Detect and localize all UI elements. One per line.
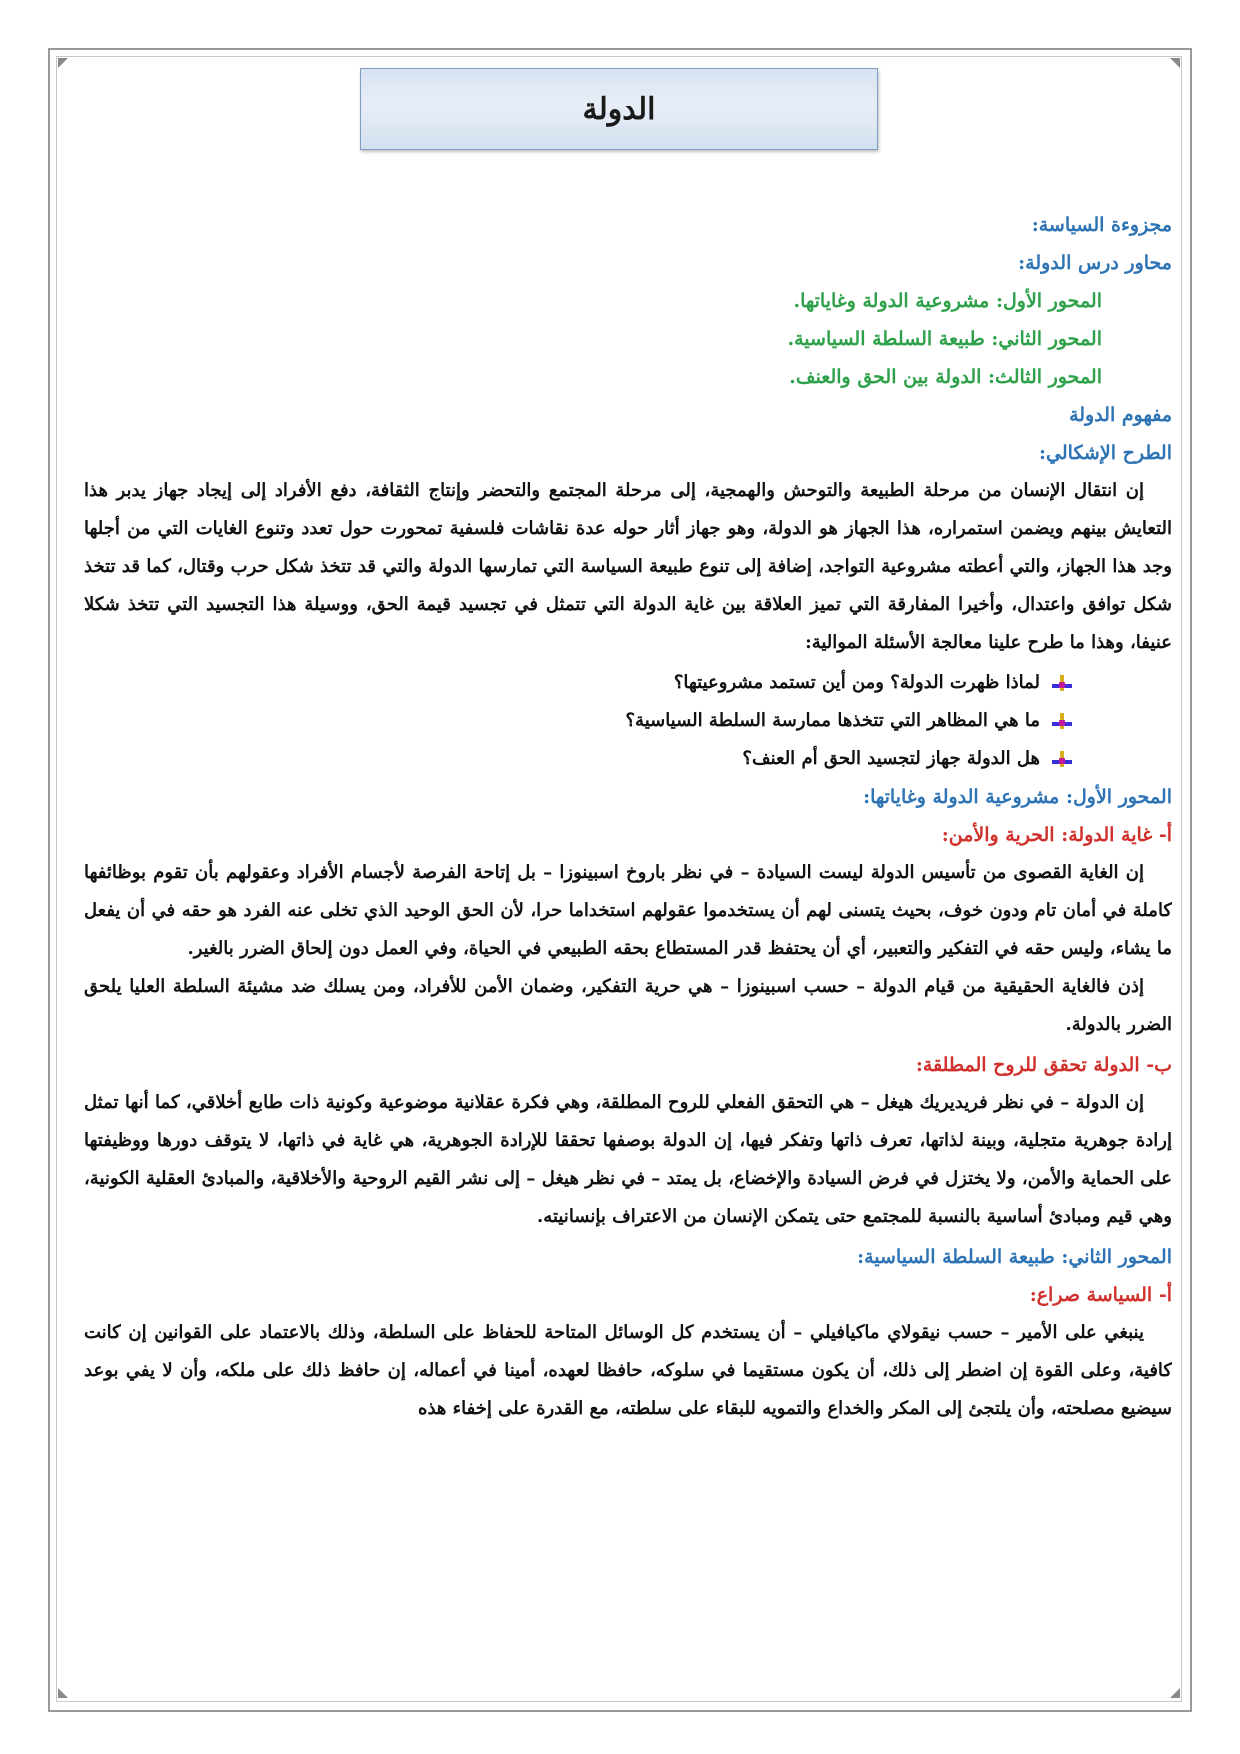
page-title: الدولة [582, 91, 656, 127]
module-heading: مجزوءة السياسة: [1031, 214, 1172, 236]
axis1-a-paragraph-2: إذن فالغاية الحقيقية من قيام الدولة – حسب اسبينوزا – هي حرية التفكير، وضمان الأمن للأفراد، ومن يسلك ضد مشيئة السلطة العليا يلحق الضرر بالدولة. [84, 976, 1172, 1035]
question-text: هل الدولة جهاز لتجسيد الحق أم العنف؟ [742, 748, 1040, 769]
axis1-b-heading: ب- الدولة تحقق للروح المطلقة: [915, 1054, 1172, 1076]
axis1-a-heading: أ- غاية الدولة: الحرية والأمن: [941, 824, 1172, 846]
title-box [360, 68, 878, 150]
plus-bullet-icon [1052, 751, 1072, 767]
corner-ornament [58, 58, 68, 68]
plus-bullet-icon [1052, 675, 1072, 691]
plus-bullet-icon [1052, 713, 1072, 729]
problem-paragraph: إن انتقال الإنسان من مرحلة الطبيعة والتوحش والهمجية، إلى مرحلة المجتمع والتحضر وإنتاج الثقافة، دفع الأفراد إلى إيجاد جهاز يدبر هذا التعايش بينهم ويضمن استمراره، هذا الجهاز هو الدولة، وهو جهاز أثار حوله عدة نقاشات فلسفية تمحورت حول تعدد وتنوع الغايات التي من أجلها وجد هذا الجهاز، والتي أعطته مشروعية التواجد، إضافة إلى تنوع طبيعة السياسة التي تمارسها الدولة والتي قد تتخذ شكل حرب وقتال، كما قد تتخذ شكل توافق واعتدال، وأخيرا المفارقة التي تميز العلاقة بين غاية الدولة التي تتمثل في تجسيد قيمة الحق، ووسيلة هذا التجسيد التي تتخذ شكلا عنيفا، وهذا ما طرح علينا معالجة الأسئلة الموالية: [84, 480, 1172, 653]
corner-ornament [1170, 58, 1180, 68]
problem-heading: الطرح الإشكالي: [1039, 442, 1172, 464]
question-item [84, 664, 1172, 702]
axis-item: المحور الثاني: طبيعة السلطة السياسية. [787, 328, 1102, 350]
corner-ornament [58, 1688, 68, 1698]
axis1-a-paragraph-1: إن الغاية القصوى من تأسيس الدولة ليست السيادة – في نظر باروخ اسبينوزا – بل إتاحة الفرصة لأجسام الأفراد وعقولهم بأن تقوم بوظائفها كاملة في أمان تام ودون خوف، بحيث يتسنى لهم أن يستخدموا عقولهم استخداما حرا، لأن الحق الوحيد الذي تخلى عنه الفرد هو حقه في أن يفعل ما يشاء، وليس حقه في التفكير والتعبير، أي أن يحتفظ قدر المستطاع بحقه الطبيعي في الحياة، وفي العمل دون إلحاق الضرر بالغير. [84, 862, 1172, 959]
question-text: لماذا ظهرت الدولة؟ ومن أين تستمد مشروعيتها؟ [673, 672, 1040, 693]
question-item [84, 702, 1172, 740]
axis-item: المحور الثالث: الدولة بين الحق والعنف. [789, 366, 1102, 388]
axes-heading: محاور درس الدولة: [1018, 252, 1172, 274]
axis2-heading: المحور الثاني: طبيعة السلطة السياسية: [857, 1246, 1172, 1268]
concept-heading: مفهوم الدولة [1069, 404, 1172, 426]
axis1-b-paragraph: إن الدولة – في نظر فريديريك هيغل – هي التحقق الفعلي للروح المطلقة، وهي فكرة عقلانية موضوعية وكونية ذات طابع أخلاقي، كما أنها تمثل إرادة جوهرية متجلية، وبينة لذاتها، تعرف ذاتها وتفكر فيها، إن الدولة بوصفها تحققا للإرادة الجوهرية، هي غاية في ذاتها، لا يتوقف دورها ووظيفتها على الحماية والأمن، ولا يختزل في فرض السيادة والإخضاع، بل يمتد – في نظر هيغل – إلى نشر القيم الروحية والأخلاقية، والمبادئ العقلية الكونية، وهي قيم ومبادئ أساسية بالنسبة للمجتمع حتى يتمكن الإنسان من الاعتراف بإنسانيته. [84, 1092, 1172, 1227]
axis-item: المحور الأول: مشروعية الدولة وغاياتها. [793, 290, 1102, 312]
question-text: ما هي المظاهر التي تتخذها ممارسة السلطة السياسية؟ [625, 710, 1040, 731]
question-item [84, 740, 1172, 778]
axis2-a-paragraph: ينبغي على الأمير – حسب نيقولاي ماكيافيلي – أن يستخدم كل الوسائل المتاحة للحفاظ على السلطة، وذلك بالاعتماد على القوانين إن كانت كافية، وعلى القوة إن اضطر إلى ذلك، أن يكون مستقيما في سلوكه، حافظا لعهده، أمينا في أعماله، إن حافظ ذلك على ملكه، وأن لا يفي بوعد سيضيع مصلحته، وأن يلتجئ إلى المكر والخداع والتمويه للبقاء على سلطته، مع القدرة على إخفاء هذه [84, 1322, 1172, 1419]
document-body [84, 206, 1172, 1692]
axis1-heading: المحور الأول: مشروعية الدولة وغاياتها: [863, 786, 1172, 808]
axis2-a-heading: أ- السياسة صراع: [1029, 1284, 1172, 1306]
